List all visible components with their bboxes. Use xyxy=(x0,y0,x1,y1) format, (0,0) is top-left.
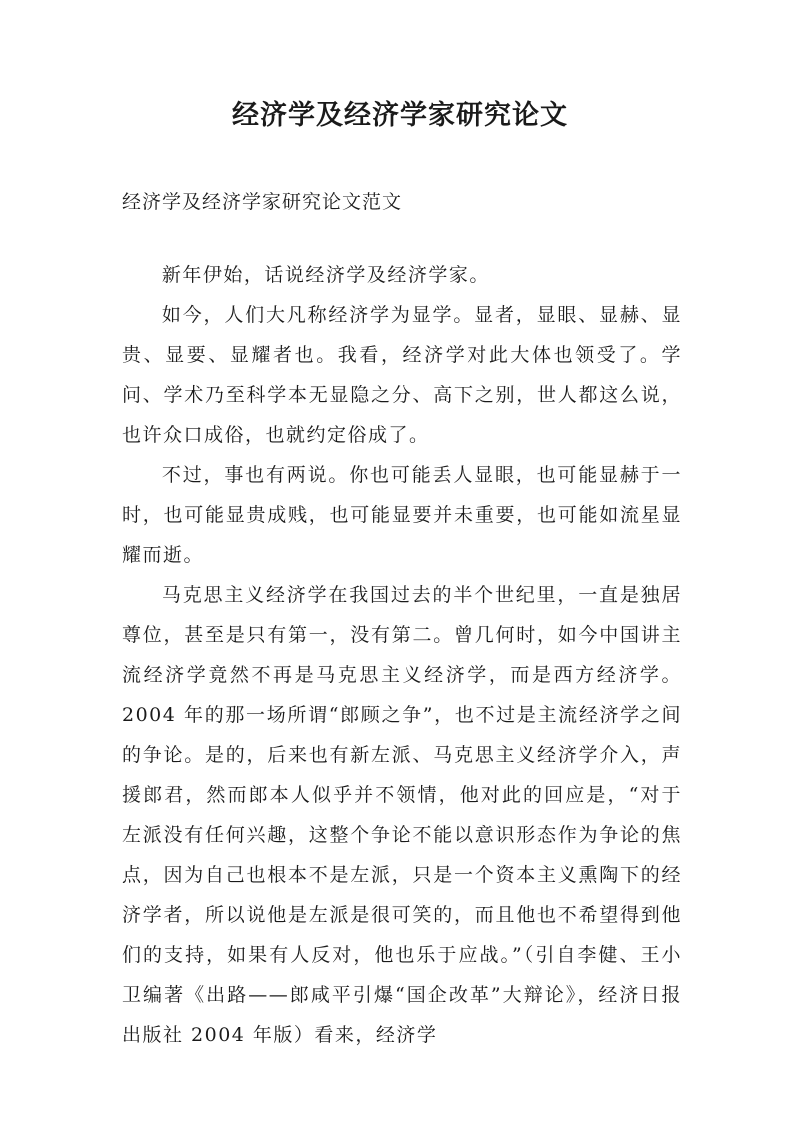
document-subtitle: 经济学及经济学家研究论文范文 xyxy=(122,191,403,213)
document-title: 经济学及经济学家研究论文 xyxy=(232,100,568,131)
paragraph: 马克思主义经济学在我国过去的半个世纪里，一直是独居尊位，甚至是只有第一，没有第二。曾几何时，如今中国讲主流经济学竟然不再是马克思主义经济学，而是西方经济学。2004 年的那一场所谓“郎顾之争”，也不过是主流经济学之间的争论。是的，后来也有新左派、马克思主义经济学介入，声援郎君，然而郎本人似乎并不领情，他对此的回应是，“对于左派没有任何兴趣，这整个争论不能以意识形态作为争论的焦点，因为自己也根本不是左派，只是一个资本主义熏陶下的经济学者，所以说他是左派是很可笑的，而且他也不希望得到他们的支持，如果有人反对，他也乐于应战。”（引自李健、王小卫编著《出路——郎咸平引爆“国企改革”大辩论》，经济日报出版社 2004 年版）看来，经济学 xyxy=(122,584,682,1046)
paragraph: 如今，人们大凡称经济学为显学。显者，显眼、显赫、显贵、显要、显耀者也。我看，经济学对此大体也领受了。学问、学术乃至科学本无显隐之分、高下之别，世人都这么说，也许众口成俗，也就约定俗成了。 xyxy=(122,304,682,446)
paragraph: 新年伊始，话说经济学及经济学家。 xyxy=(161,264,490,286)
document-body xyxy=(122,255,682,1055)
paragraph: 不过，事也有两说。你也可能丢人显眼，也可能显赫于一时，也可能显贵成贱，也可能显要并未重要，也可能如流星显耀而逝。 xyxy=(122,464,682,566)
